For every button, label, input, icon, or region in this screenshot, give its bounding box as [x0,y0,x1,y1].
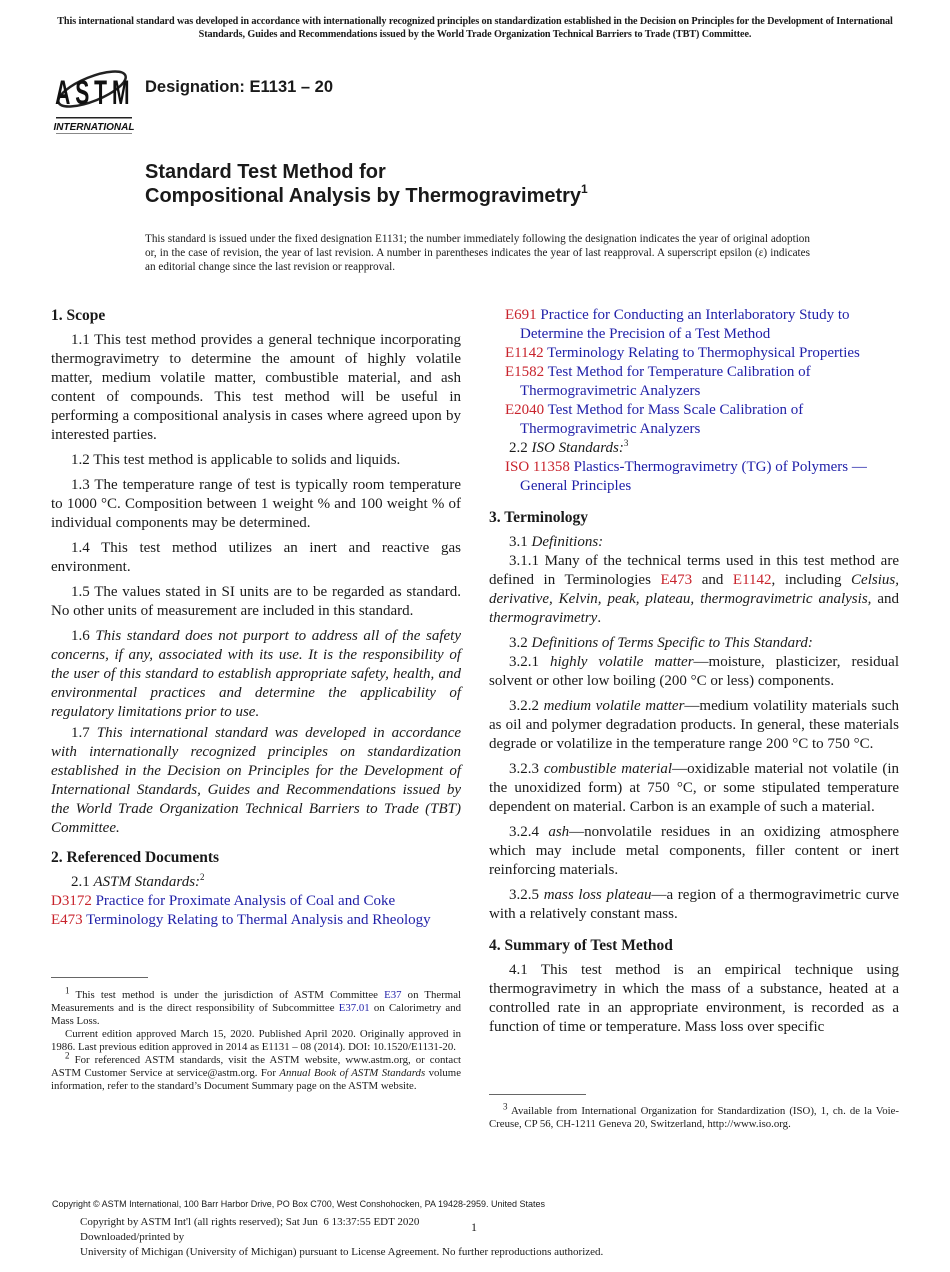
right-column [489,306,899,1043]
para-4-1: 4.1 This test method is an empirical technique using thermogravimetry in which the mass of a substance, heated at a controlled rate in an appropriate environment, is recorded as a function of time or temperature. Mass loss over specific [489,962,899,1035]
para-3-1: 3.1 Definitions: [509,534,604,550]
issued-note: This standard is issued under the fixed designation E1131; the number immediately following the designation indicates the year of original adoption or, in the case of revision, the year of last revision. A number in parentheses indicates the year of last reapproval. A superscript epsilon (ε) indicates an editorial change since the last revision or reapproval. [145,233,810,273]
page-title [145,160,588,208]
footnote-1: $^1$ This test method is under the jurisdiction of ASTM Committee E37 on Thermal Measurements and is the direct responsibility of Subcommittee E37.01 on Calorimetry and Mass Loss. [51,985,461,1027]
def-3-2-2: 3.2.2 medium volatile matter—medium volatility materials such as oil and polymer degradation products. In general, these materials degrade or volatilize in the temperature range 200 °C to 750 °C. [489,698,899,752]
def-3-2-1: 3.2.1 highly volatile matter—moisture, plasticizer, residual solvent or other low boiling (200 °C or less) components. [489,654,899,689]
para-1-7: 1.7 This international standard was developed in accordance with internationally recognized principles on standardization established in the Decision on Principles for the Development of International Standards, Guides and Recommendations issued by the World Trade Organization Technical Barriers to Trade (TBT) Committee. [51,725,462,836]
ref-e1142[interactable]: E1142 Terminology Relating to Thermophysical Properties [505,345,860,361]
svg-text:ASTM: ASTM [55,72,130,112]
left-column [51,306,461,930]
link-e473[interactable]: E473 [660,572,693,588]
section-1-heading: 1. Scope [51,307,106,324]
footnote-divider-right [489,1094,586,1095]
footnote-divider [51,977,148,978]
title-line-1: Standard Test Method for [145,161,386,183]
def-3-2-4: 3.2.4 ash—nonvolatile residues in an oxidizing atmosphere which may include metal components, filler content or inert reinforcing materials. [489,824,900,878]
para-2-2: 2.2 ISO Standards:$^3$ [509,438,629,456]
title-footnote-ref[interactable]: 1 [581,182,588,196]
link-e1142[interactable]: E1142 [732,572,772,588]
title-line-2: Compositional Analysis by Thermogravimetry$^1$ [145,182,588,207]
section-3-heading: 3. Terminology [489,509,589,526]
para-1-2: 1.2 This test method is applicable to solids and liquids. [71,452,401,468]
download-info: Copyright by ASTM Int'l (all rights reserved); Sat Jun 6 13:37:55 EDT 2020 Downloaded/printed by University of Michigan (University of Michigan) pursuant to License Agreement. No further reproductions authorized. [80,1216,604,1258]
astm-logo [52,57,136,135]
astm-logo-icon [52,57,136,135]
left-footnotes [51,985,461,1093]
ref-e2040[interactable]: E2040 Test Method for Mass Scale Calibration of Thermogravimetric Analyzers [505,402,804,437]
top-notice: This international standard was developed in accordance with internationally recognized principles on standardization established in the Decision on Principles for the Development of International Standards, Guides and Recommendations issued by the World Trade Organization Technical Barriers to Trade (TBT) Committee. [57,16,893,40]
link-e37[interactable]: E37 [384,989,402,1001]
para-1-6: 1.6 This standard does not purport to address all of the safety concerns, if any, associated with its use. It is the responsibility of the user of this standard to establish appropriate safety, health, and environmental practices and determine the applicability of regulatory limitations prior to use. [51,628,462,720]
svg-text:INTERNATIONAL: INTERNATIONAL [53,122,135,133]
ref-iso-11358[interactable]: ISO 11358 Plastics-Thermogravimetry (TG) of Polymers — General Principles [505,459,867,494]
page-number: 1 [471,1220,477,1234]
section-4-heading: 4. Summary of Test Method [489,937,673,954]
copyright-line: Copyright © ASTM International, 100 Barr Harbor Drive, PO Box C700, West Conshohocken, PA 19428-2959. United States [52,1199,546,1209]
para-2-1: 2.1 ASTM Standards:$^2$ [71,872,205,890]
para-1-4: 1.4 This test method utilizes an inert and reactive gas environment. [51,540,461,575]
edition-note: Current edition approved March 15, 2020. Published April 2020. Originally approved in 1986. Last previous edition approved in 2014 as E1131 – 08 (2014). DOI: 10.1520/E1131-20. [51,1028,461,1053]
para-3-2: 3.2 Definitions of Terms Specific to This Standard: [509,635,813,651]
para-1-1: 1.1 This test method provides a general technique incorporating thermogravimetry to determine the amount of highly volatile matter, medium volatile matter, combustible material, and ash content of compounds. This test method will be useful in performing a compositional analysis in cases where agreed upon by interested parties. [51,332,461,443]
footnote-2: $^2$ For referenced ASTM standards, visit the ASTM website, www.astm.org, or contact ASTM Customer Service at service@astm.org. For Annual Book of ASTM Standards volume information, refer to the standard’s Document Summary page on the ASTM website. [51,1050,461,1092]
designation: Designation: E1131 – 20 [145,78,334,96]
ref-e691[interactable]: E691 Practice for Conducting an Interlaboratory Study to Determine the Precision of a Test Method [505,307,850,342]
ref-e1582[interactable]: E1582 Test Method for Temperature Calibration of Thermogravimetric Analyzers [505,364,811,399]
ref-d3172[interactable]: D3172 Practice for Proximate Analysis of Coal and Coke [51,893,396,909]
link-e37-01[interactable]: E37.01 [338,1002,370,1014]
ref-e473[interactable]: E473 Terminology Relating to Thermal Analysis and Rheology [51,912,431,928]
section-2-heading: 2. Referenced Documents [51,849,220,866]
para-3-1-1: 3.1.1 Many of the technical terms used in this test method are defined in Terminologies E473 and E1142, including Celsius, derivative, Kelvin, peak, plateau, thermogravimetric analysis, and thermogravimetry. [489,553,899,626]
para-1-3: 1.3 The temperature range of test is typically room temperature to 1000 °C. Composition between 1 weight % and 100 weight % of individual components may be determined. [51,477,461,531]
para-1-5: 1.5 The values stated in SI units are to be regarded as standard. No other units of measurement are included in this standard. [51,584,461,619]
footnote-3: $^3$ Available from International Organization for Standardization (ISO), 1, ch. de la Voie-Creuse, CP 56, CH-1211 Geneva 20, Switzerland, http://www.iso.org. [489,1101,900,1130]
def-3-2-3: 3.2.3 combustible material—oxidizable material not volatile (in the unoxidized form) at 750 °C, or some stipulated temperature dependent on material. Carbon is an example of such a material. [489,761,899,815]
def-3-2-5: 3.2.5 mass loss plateau—a region of a thermogravimetric curve with a relatively constant mass. [489,887,900,922]
